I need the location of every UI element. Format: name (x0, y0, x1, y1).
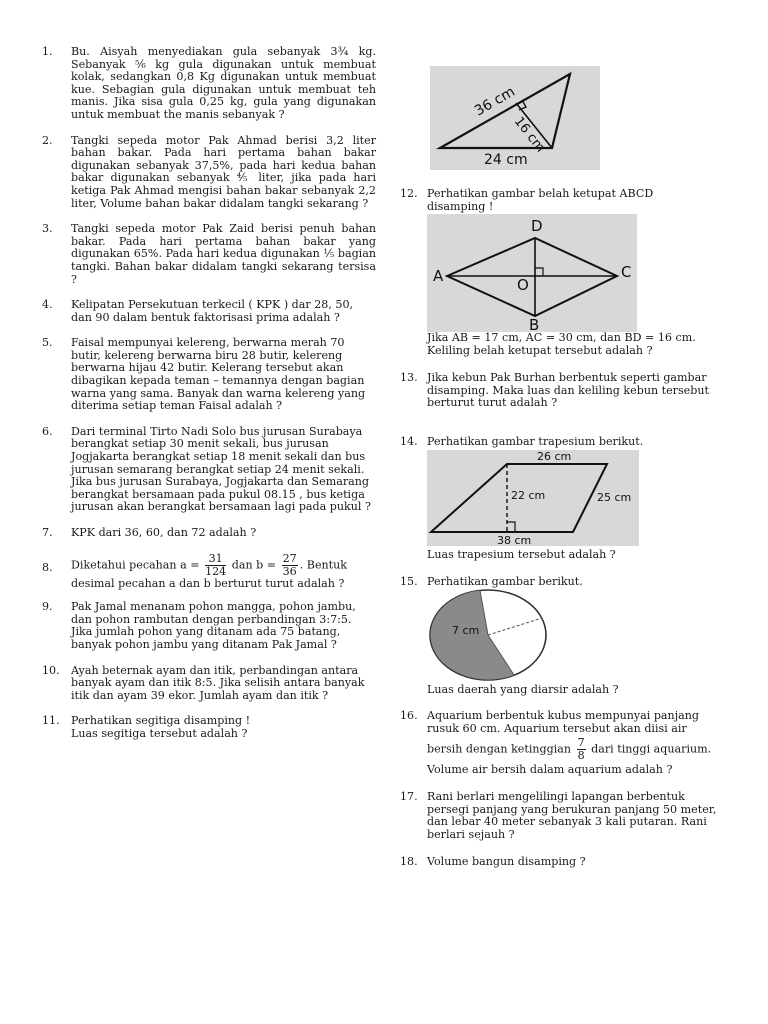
question-number: 15. (400, 575, 418, 588)
question-text: Perhatikan segitiga disamping ! Luas segitiga tersebut adalah ? (71, 714, 251, 740)
question-14-after (400, 549, 763, 562)
trapezoid-top-label: 26 cm (537, 450, 572, 463)
trapezoid-side-label: 25 cm (597, 491, 632, 504)
circle-diagram (428, 588, 552, 684)
question-text: Volume bangun disamping ? (427, 855, 586, 868)
fraction-a-numerator: 31 (205, 553, 226, 566)
question-text (427, 710, 727, 777)
fraction-a-denominator: 124 (205, 564, 227, 578)
q16-pre: bersih dengan ketinggian (427, 742, 572, 756)
question-6 (42, 426, 376, 514)
left-column (42, 46, 376, 754)
question-text: KPK dari 36, 60, dan 72 adalah ? (71, 526, 257, 539)
question-17 (400, 791, 763, 841)
trapezoid-figure (427, 450, 639, 546)
vertex-d-label: D (531, 217, 543, 235)
question-text: Dari terminal Tirto Nadi Solo bus jurusan Surabaya berangkat setiap 30 menit sekali, bus jurusan Jogjakarta berangkat setiap 18 menit sekali dan bus jurusan semarang berangkat setiap 24 menit sekali. Jika bus jurusan Surabaya, Jogjakarta dan Semarang berangkat bersamaan pada pukul 08.15 , bus ketiga jurusan akan berangkat bersamaan lagi pada pukul ? (71, 424, 371, 514)
question-number: 10. (42, 663, 60, 677)
question-number: 1. (42, 45, 53, 58)
rhombus-shape (447, 238, 617, 316)
right-angle-mark (535, 268, 543, 276)
question-10 (42, 665, 376, 703)
question-3 (42, 223, 376, 286)
triangle-shape (440, 74, 570, 148)
question-number: 13. (400, 371, 418, 384)
question-text: Perhatikan gambar trapesium berikut. (427, 435, 644, 448)
vertex-c-label: C (621, 263, 632, 281)
q8-mid: dan b = (231, 558, 277, 572)
question-text: Kelipatan Persekutuan terkecil ( KPK ) dar 28, 50, dan 90 dalam bentuk faktorisasi prima adalah ? (71, 298, 354, 324)
fraction-height (577, 737, 586, 762)
question-18 (400, 856, 763, 869)
rhombus-diagram (427, 214, 637, 332)
triangle-hyp-label: 36 cm (472, 83, 518, 120)
question-text: Pak Jamal menanam pohon mangga, pohon jambu, dan pohon rambutan dengan perbandingan 3:7:5. Jika jumlah pohon yang ditanam ada 75 batang, banyak pohon jambu yang ditanam Pak Jamal ? (71, 600, 356, 651)
question-13 (400, 372, 763, 410)
triangle-figure (430, 66, 600, 170)
trapezoid-bottom-label: 38 cm (497, 534, 532, 546)
triangle-base-label: 24 cm (484, 152, 528, 168)
question-number: 18. (400, 855, 418, 868)
q16-line1: Aquarium berbentuk kubus mempunyai panjang rusuk 60 cm. Aquarium tersebut akan diisi air (427, 709, 699, 735)
question-number: 6. (42, 424, 53, 438)
question-number: 16. (400, 709, 418, 722)
q8-pre: Diketahui pecahan a = (71, 558, 200, 572)
fraction-denominator: 8 (577, 749, 585, 763)
question-text: Rani berlari mengelilingi lapangan berbentuk persegi panjang yang berukuran panjang 50 meter, dan lebar 40 meter sebanyak 3 kali putaran. Rani berlari sejauh ? (427, 790, 717, 841)
question-text: Jika AB = 17 cm, AC = 30 cm, dan BD = 16 cm. Keliling belah ketupat tersebut adalah ? (427, 331, 696, 357)
question-number: 5. (42, 336, 53, 350)
rhombus-figure (427, 214, 637, 332)
question-number: 4. (42, 298, 53, 312)
question-number: 12. (400, 187, 418, 200)
q16-line2 (427, 737, 727, 762)
question-text: Bu. Aisyah menyediakan gula sebanyak 3¾ kg. Sebanyak ⁵⁄₆ kg gula digunakan untuk membuat kolak, sedangkan 0,8 Kg digunakan untuk membuat kue. Sebagian gula digunakan untuk membuat teh manis. Jika sisa gula 0,25 kg, gula yang digunakan untuk membuat the manis sebanyak ? (71, 45, 376, 121)
right-angle-mark (507, 522, 515, 532)
question-text: Ayah beternak ayam dan itik, perbandingan antara banyak ayam dan itik 8:5. Jika selisih antara banyak itik dan ayam 39 ekor. Jumlah ayam dan itik ? (71, 663, 365, 702)
fraction-numerator: 7 (577, 736, 585, 750)
question-text: Jika kebun Pak Burhan berbentuk seperti gambar disamping. Maka luas dan keliling kebun tersebut berturut turut adalah ? (427, 371, 709, 410)
question-number: 8. (42, 560, 53, 574)
question-text: Luas trapesium tersebut adalah ? (427, 548, 616, 561)
triangle-diagram (430, 66, 600, 170)
question-number: 11. (42, 714, 60, 728)
fraction-b (282, 553, 298, 578)
question-11 (42, 715, 376, 740)
question-text: Faisal mempunyai kelereng, berwarna merah 70 butir, kelereng berwarna biru 28 butir, kelereng berwarna hijau 42 butir. Kelerang tersebut akan dibagikan kepada teman – temannya dengan bagian warna yang sama. Banyak dan warna kelereng yang diterima setiap teman Faisal adalah ? (71, 336, 366, 413)
circle-figure (428, 588, 552, 684)
fraction-a (205, 553, 226, 578)
question-4 (42, 299, 376, 324)
q16-post: dari tinggi aquarium. (591, 742, 712, 756)
question-number: 7. (42, 526, 53, 539)
circle-radius-label: 7 cm (452, 624, 480, 637)
question-5 (42, 337, 376, 413)
question-text (71, 553, 376, 591)
vertex-b-label: B (529, 316, 540, 332)
question-7 (42, 527, 376, 540)
q8-line2: desimal pecahan a dan b berturut turut adalah ? (71, 576, 345, 590)
question-2 (42, 135, 376, 211)
question-16 (400, 710, 763, 777)
question-12 (400, 188, 763, 213)
question-number: 9. (42, 600, 53, 614)
question-15-after (400, 684, 763, 697)
trapezoid-height-label: 22 cm (511, 489, 546, 502)
question-number: 17. (400, 790, 418, 803)
trapezoid-diagram (427, 450, 639, 546)
question-text: Tangki sepeda motor Pak Ahmad berisi 3,2 liter bahan bakar. Pada hari pertama bahan bakar digunakan sebanyak 37,5%, pada hari kedua bahan bakar digunakan sebanyak ⅘ liter, jika pada hari ketiga Pak Ahmad mengisi bahan bakar sebanyak 2,2 liter, Volume bahan bakar didalam tangki sekarang ? (71, 133, 376, 210)
fraction-b-denominator: 36 (282, 564, 297, 578)
center-o-label: O (517, 276, 529, 294)
triangle-height-label: 16 cm (510, 114, 548, 156)
question-1 (42, 46, 376, 122)
fraction-b-numerator: 27 (282, 551, 297, 565)
question-number: 3. (42, 222, 53, 236)
question-8 (42, 553, 376, 591)
question-text: Perhatikan gambar belah ketupat ABCD disamping ! (427, 187, 654, 213)
question-text: Tangki sepeda motor Pak Zaid berisi penuh bahan bakar. Pada hari pertama bahan bakar yang digunakan 65%. Pada hari kedua digunakan ⅕ bagian tangki. Bahan bakar didalam tangki sekarang tersisa ? (71, 222, 376, 286)
question-12-after (400, 332, 763, 357)
question-number: 14. (400, 435, 418, 448)
question-text: Perhatikan gambar berikut. (427, 575, 583, 588)
question-9 (42, 601, 376, 651)
q16-line3: Volume air bersih dalam aquarium adalah ? (427, 763, 673, 777)
question-number: 2. (42, 133, 53, 147)
q8-post: . Bentuk (299, 558, 347, 572)
vertex-a-label: A (433, 267, 444, 285)
question-14 (400, 436, 763, 449)
question-text: Luas daerah yang diarsir adalah ? (427, 683, 619, 696)
question-15 (400, 576, 763, 589)
